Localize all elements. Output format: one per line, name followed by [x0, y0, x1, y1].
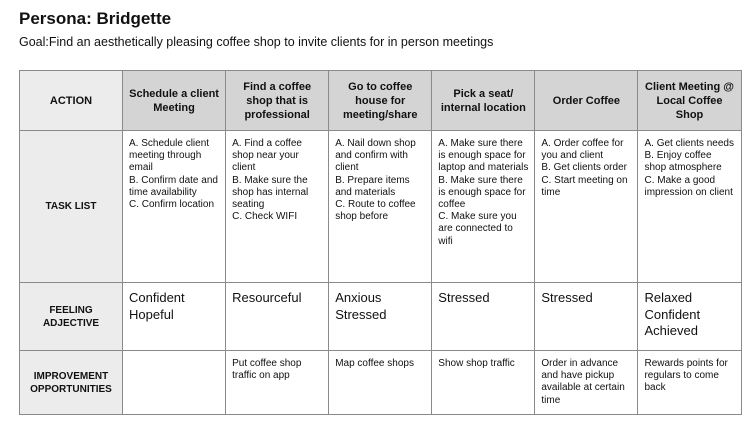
journey-map-table: [19, 70, 742, 415]
feeling-word: Resourceful: [232, 290, 302, 305]
feeling-word: Relaxed: [644, 290, 693, 305]
feeling-cell: [329, 283, 432, 351]
task-item: A. Nail down shop and confirm with client: [335, 138, 416, 174]
feeling-word: Achieved: [644, 323, 698, 338]
feeling-row: [20, 283, 742, 351]
task-item: A. Find a coffee shop near your client: [232, 138, 302, 174]
improvement-cell: Put coffee shop traffic on app: [226, 351, 329, 415]
feeling-cell: [535, 283, 638, 351]
feeling-word: Confident: [644, 306, 701, 322]
task-item: B. Make sure the shop has internal seating: [232, 174, 309, 211]
task-cell: [638, 131, 741, 283]
improvement-row: [20, 351, 742, 415]
improvement-cell: Show shop traffic: [432, 351, 535, 415]
task-item: C. Start meeting on time: [541, 174, 628, 198]
task-cell: [535, 131, 638, 283]
task-item: B. Get clients order: [541, 162, 627, 174]
stage-header: Schedule a client Meeting: [123, 71, 226, 131]
task-item: C. Make sure you are connected to wifi: [438, 211, 517, 247]
feeling-cell: [123, 283, 226, 351]
task-cell: [432, 131, 535, 283]
task-item: A. Order coffee for you and client: [541, 138, 624, 162]
stage-header: Order Coffee: [535, 71, 638, 131]
feeling-label: FEELING ADJECTIVE: [20, 283, 123, 351]
feeling-word: Stressed: [335, 306, 387, 322]
task-item: A. Get clients needs: [644, 138, 734, 149]
task-item: C. Route to coffee shop before: [335, 199, 416, 223]
task-item: B. Enjoy coffee shop atmosphere: [644, 150, 722, 174]
task-item: B. Confirm date and time availability: [129, 174, 218, 198]
improvement-cell: [123, 351, 226, 415]
task-cell: [226, 131, 329, 283]
improvement-cell: Order in advance and have pickup available at certain time: [535, 351, 638, 415]
action-header: ACTION: [20, 71, 123, 131]
goal-text: Goal:Find an aesthetically pleasing coffee shop to invite clients for in person meetings: [19, 35, 494, 49]
feeling-word: Stressed: [541, 290, 593, 305]
task-cell: [123, 131, 226, 283]
header-row: [20, 71, 742, 131]
task-item: B. Make sure there is enough space for coffee: [438, 174, 526, 211]
feeling-cell: [432, 283, 535, 351]
task-list-label: TASK LIST: [20, 131, 123, 283]
improvement-cell: Rewards points for regulars to come back: [638, 351, 741, 415]
task-item: B. Prepare items and materials: [335, 174, 410, 198]
task-item: C. Check WIFI: [232, 211, 298, 223]
task-item: A. Schedule client meeting through email: [129, 138, 210, 174]
page-title: Persona: Bridgette: [19, 9, 172, 28]
task-item: A. Make sure there is enough space for laptop and materials: [438, 138, 529, 174]
feeling-word: Stressed: [438, 290, 490, 305]
task-item: C. Confirm location: [129, 199, 215, 211]
stage-header: Pick a seat/ internal location: [432, 71, 535, 131]
feeling-word: Hopeful: [129, 306, 174, 322]
task-cell: [329, 131, 432, 283]
feeling-cell: [638, 283, 741, 351]
improvement-cell: Map coffee shops: [329, 351, 432, 415]
feeling-word: Anxious: [335, 290, 382, 305]
stage-header: Find a coffee shop that is professional: [226, 71, 329, 131]
stage-header: Client Meeting @ Local Coffee Shop: [638, 71, 741, 131]
feeling-cell: [226, 283, 329, 351]
stage-header: Go to coffee house for meeting/share: [329, 71, 432, 131]
feeling-word: Confident: [129, 290, 185, 305]
task-item: C. Make a good impression on client: [644, 174, 733, 198]
improvement-label: IMPROVEMENT OPPORTUNITIES: [20, 351, 123, 415]
task-list-row: [20, 131, 742, 283]
